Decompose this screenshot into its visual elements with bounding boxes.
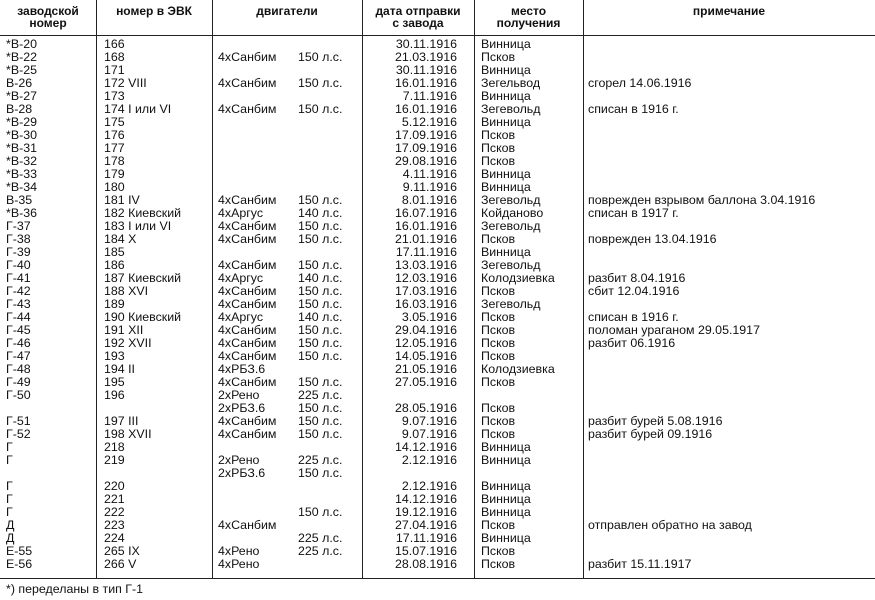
cell-destination: Псков — [481, 141, 516, 155]
cell-engines: 4хРено — [218, 544, 260, 558]
cell-evk-number: 174 I или VI — [104, 102, 172, 116]
cell-zavod-number: Г-39 — [6, 245, 31, 259]
cell-power: 150 л.с. — [298, 466, 343, 480]
cell-zavod-number: Е-55 — [6, 544, 33, 558]
cell-evk-number: 172 VIII — [104, 76, 147, 90]
cell-ship-date: 17.11.1916 — [395, 245, 457, 259]
cell-engines: 4хСанбим — [218, 297, 277, 311]
cell-power: 140 л.с. — [298, 206, 343, 220]
cell-power: 150 л.с. — [298, 102, 343, 116]
cell-zavod-number: Г-52 — [6, 427, 31, 441]
cell-ship-date: 28.05.1916 — [394, 401, 457, 415]
cell-ship-date: 2.12.1916 — [401, 479, 457, 493]
cell-destination: Псков — [481, 323, 516, 337]
cell-evk-number: 222 — [104, 505, 125, 519]
cell-zavod-number: Г — [6, 479, 13, 493]
cell-engines: 4хРБЗ.6 — [218, 362, 266, 376]
cell-destination: Зегельвод — [481, 76, 541, 90]
cell-power: 225 л.с. — [298, 453, 343, 467]
cell-ship-date: 8.01.1916 — [401, 193, 457, 207]
cell-note: списан в 1917 г. — [588, 206, 679, 220]
cell-evk-number: 173 — [104, 89, 125, 103]
cell-note: сбит 12.04.1916 — [588, 284, 680, 298]
cell-power: 150 л.с. — [298, 401, 343, 415]
cell-engines: 2хРБЗ.6 — [218, 401, 266, 415]
cell-engines: 4хСанбим — [218, 50, 277, 64]
cell-zavod-number: Г-37 — [6, 219, 31, 233]
cell-zavod-number: *В-30 — [6, 128, 37, 142]
cell-power: 150 л.с. — [298, 414, 343, 428]
cell-evk-number: 171 — [104, 63, 125, 77]
cell-destination: Псков — [481, 336, 516, 350]
cell-evk-number: 189 — [104, 297, 125, 311]
cell-ship-date: 16.01.1916 — [394, 219, 457, 233]
cell-destination: Зегевольд — [481, 193, 541, 207]
cell-ship-date: 27.05.1916 — [394, 375, 457, 389]
cell-engines: 4хСанбим — [218, 102, 277, 116]
cell-evk-number: 188 XVI — [104, 284, 149, 298]
cell-power: 150 л.с. — [298, 232, 343, 246]
cell-zavod-number: Г-47 — [6, 349, 31, 363]
cell-zavod-number: В-28 — [6, 102, 33, 116]
cell-destination: Койданово — [481, 206, 544, 220]
cell-zavod-number: *В-36 — [6, 206, 37, 220]
cell-zavod-number: Г-43 — [6, 297, 31, 311]
cell-engines: 4хАргус — [218, 206, 264, 220]
cell-engines: 4хСанбим — [218, 323, 277, 337]
cell-evk-number: 198 XVII — [104, 427, 152, 441]
cell-note: разбит 06.1916 — [588, 336, 676, 350]
cell-ship-date: 21.05.1916 — [394, 362, 457, 376]
cell-evk-number: 196 — [104, 388, 125, 402]
cell-zavod-number: *В-25 — [6, 63, 37, 77]
cell-destination: Псков — [481, 50, 516, 64]
cell-destination: Винница — [481, 89, 531, 103]
cell-evk-number: 218 — [104, 440, 125, 454]
cell-ship-date: 19.12.1916 — [394, 505, 457, 519]
table-row — [0, 558, 875, 571]
cell-evk-number: 166 — [104, 37, 125, 51]
cell-ship-date: 16.07.1916 — [394, 206, 457, 220]
cell-evk-number: 187 Киевский — [104, 271, 182, 285]
cell-destination: Винница — [481, 115, 531, 129]
cell-engines: 4хСанбим — [218, 414, 277, 428]
cell-zavod-number: Г — [6, 440, 13, 454]
cell-destination: Винница — [481, 453, 531, 467]
cell-zavod-number: Г-48 — [6, 362, 31, 376]
cell-zavod-number: Г — [6, 505, 13, 519]
cell-ship-date: 9.07.1916 — [401, 414, 457, 428]
cell-engines: 4хСанбим — [218, 336, 277, 350]
cell-zavod-number: Г — [6, 453, 13, 467]
header-zavod: заводской номер — [17, 4, 79, 30]
cell-ship-date: 17.09.1916 — [394, 141, 457, 155]
cell-ship-date: 29.08.1916 — [394, 154, 457, 168]
cell-ship-date: 9.07.1916 — [401, 427, 457, 441]
cell-evk-number: 193 — [104, 349, 125, 363]
cell-evk-number: 266 V — [104, 557, 137, 571]
cell-evk-number: 175 — [104, 115, 125, 129]
cell-zavod-number: Г-51 — [6, 414, 31, 428]
cell-evk-number: 182 Киевский — [104, 206, 182, 220]
cell-zavod-number: Е-56 — [6, 557, 33, 571]
cell-destination: Винница — [481, 531, 531, 545]
header-note: примечание — [692, 4, 766, 18]
cell-destination: Псков — [481, 518, 516, 532]
cell-ship-date: 30.11.1916 — [395, 37, 457, 51]
cell-power: 150 л.с. — [298, 323, 343, 337]
cell-power: 150 л.с. — [298, 375, 343, 389]
cell-destination: Псков — [481, 154, 516, 168]
cell-destination: Псков — [481, 544, 516, 558]
cell-zavod-number: Г-42 — [6, 284, 31, 298]
cell-zavod-number: Д — [6, 531, 15, 545]
cell-destination: Псков — [481, 557, 516, 571]
cell-ship-date: 30.11.1916 — [395, 63, 457, 77]
cell-zavod-number: Г-40 — [6, 258, 31, 272]
cell-ship-date: 17.09.1916 — [394, 128, 457, 142]
cell-destination: Псков — [481, 310, 516, 324]
cell-engines: 4хАргус — [218, 271, 264, 285]
cell-evk-number: 176 — [104, 128, 125, 142]
cell-ship-date: 12.03.1916 — [394, 271, 457, 285]
cell-zavod-number: Г-44 — [6, 310, 31, 324]
cell-zavod-number: *В-31 — [6, 141, 37, 155]
cell-evk-number: 192 XVII — [104, 336, 152, 350]
cell-evk-number: 190 Киевский — [104, 310, 182, 324]
cell-zavod-number: *В-29 — [6, 115, 37, 129]
cell-power: 150 л.с. — [298, 336, 343, 350]
cell-ship-date: 7.11.1916 — [402, 89, 457, 103]
cell-evk-number: 183 I или VI — [104, 219, 172, 233]
cell-zavod-number: *В-33 — [6, 167, 37, 181]
cell-power: 150 л.с. — [298, 284, 343, 298]
cell-note: разбит бурей 5.08.1916 — [588, 414, 723, 428]
cell-destination: Винница — [481, 167, 531, 181]
cell-note: разбит бурей 09.1916 — [588, 427, 713, 441]
cell-ship-date: 2.12.1916 — [401, 453, 457, 467]
cell-zavod-number: *В-27 — [6, 89, 37, 103]
cell-zavod-number: Г-45 — [6, 323, 31, 337]
cell-engines: 4хСанбим — [218, 193, 277, 207]
cell-power: 225 л.с. — [298, 544, 343, 558]
cell-destination: Псков — [481, 375, 516, 389]
cell-destination: Винница — [481, 440, 531, 454]
cell-destination: Винница — [481, 63, 531, 77]
cell-note: разбит 8.04.1916 — [588, 271, 686, 285]
cell-destination: Винница — [481, 37, 531, 51]
cell-evk-number: 197 III — [104, 414, 139, 428]
cell-engines: 2хРено — [218, 388, 260, 402]
cell-destination: Винница — [481, 245, 531, 259]
cell-note: поломан ураганом 29.05.1917 — [588, 323, 760, 337]
cell-note: разбит 15.11.1917 — [588, 557, 692, 571]
cell-note: поврежден 13.04.1916 — [588, 232, 717, 246]
cell-zavod-number: *В-22 — [6, 50, 37, 64]
cell-power: 150 л.с. — [298, 219, 343, 233]
cell-power: 150 л.с. — [298, 76, 343, 90]
cell-evk-number: 179 — [104, 167, 125, 181]
cell-ship-date: 29.04.1916 — [394, 323, 457, 337]
cell-zavod-number: В-35 — [6, 193, 33, 207]
cell-ship-date: 14.05.1916 — [394, 349, 457, 363]
cell-zavod-number: *В-34 — [6, 180, 37, 194]
cell-ship-date: 28.08.1916 — [394, 557, 457, 571]
cell-evk-number: 194 II — [104, 362, 136, 376]
cell-note: сгорел 14.06.1916 — [588, 76, 692, 90]
cell-ship-date: 17.11.1916 — [395, 531, 457, 545]
cell-evk-number: 221 — [104, 492, 125, 506]
cell-engines: 4хСанбим — [218, 258, 277, 272]
cell-ship-date: 9.11.1916 — [402, 180, 457, 194]
cell-ship-date: 16.01.1916 — [394, 76, 457, 90]
cell-destination: Зегевольд — [481, 297, 541, 311]
cell-evk-number: 180 — [104, 180, 125, 194]
cell-power: 140 л.с. — [298, 310, 343, 324]
cell-ship-date: 14.12.1916 — [394, 440, 457, 454]
cell-destination: Колодзиевка — [481, 362, 555, 376]
cell-evk-number: 223 — [104, 518, 125, 532]
cell-power: 150 л.с. — [298, 505, 343, 519]
cell-evk-number: 186 — [104, 258, 125, 272]
cell-ship-date: 27.04.1916 — [394, 518, 457, 532]
cell-destination: Винница — [481, 479, 531, 493]
cell-evk-number: 184 X — [104, 232, 137, 246]
cell-ship-date: 16.01.1916 — [394, 102, 457, 116]
table-row — [0, 454, 875, 467]
cell-ship-date: 14.12.1916 — [394, 492, 457, 506]
cell-power: 225 л.с. — [298, 388, 343, 402]
cell-destination: Псков — [481, 414, 516, 428]
footnote: *) переделаны в тип Г-1 — [6, 582, 144, 596]
cell-ship-date: 21.01.1916 — [394, 232, 457, 246]
cell-destination: Псков — [481, 427, 516, 441]
cell-evk-number: 219 — [104, 453, 125, 467]
cell-zavod-number: Д — [6, 518, 15, 532]
cell-ship-date: 3.05.1916 — [401, 310, 457, 324]
cell-evk-number: 195 — [104, 375, 125, 389]
header-evk: номер в ЭВК — [116, 4, 192, 18]
cell-destination: Псков — [481, 401, 516, 415]
cell-note: отправлен обратно на завод — [588, 518, 752, 532]
cell-destination: Винница — [481, 180, 531, 194]
header-separator — [0, 35, 875, 36]
cell-power: 150 л.с. — [298, 193, 343, 207]
cell-ship-date: 17.03.1916 — [394, 284, 457, 298]
cell-evk-number: 224 — [104, 531, 125, 545]
cell-evk-number: 178 — [104, 154, 125, 168]
cell-power: 150 л.с. — [298, 427, 343, 441]
header-date: дата отправки с завода — [375, 4, 461, 30]
cell-engines: 4хСанбим — [218, 232, 277, 246]
cell-zavod-number: *В-32 — [6, 154, 37, 168]
cell-destination: Зегевольд — [481, 258, 541, 272]
cell-destination: Псков — [481, 349, 516, 363]
cell-engines: 4хСанбим — [218, 518, 277, 532]
cell-engines: 4хСанбим — [218, 349, 277, 363]
cell-destination: Винница — [481, 505, 531, 519]
cell-zavod-number: Г-46 — [6, 336, 31, 350]
cell-power: 150 л.с. — [298, 349, 343, 363]
cell-destination: Псков — [481, 284, 516, 298]
cell-ship-date: 21.03.1916 — [394, 50, 457, 64]
cell-evk-number: 191 XII — [104, 323, 144, 337]
cell-ship-date: 13.03.1916 — [394, 258, 457, 272]
cell-ship-date: 15.07.1916 — [394, 544, 457, 558]
cell-destination: Зегевольд — [481, 219, 541, 233]
cell-engines: 4хАргус — [218, 310, 264, 324]
cell-zavod-number: Г-38 — [6, 232, 31, 246]
cell-ship-date: 12.05.1916 — [394, 336, 457, 350]
cell-destination: Колодзиевка — [481, 271, 555, 285]
cell-power: 150 л.с. — [298, 297, 343, 311]
cell-engines: 4хСанбим — [218, 219, 277, 233]
cell-engines: 2хРено — [218, 453, 260, 467]
cell-power: 225 л.с. — [298, 531, 343, 545]
cell-zavod-number: Г-50 — [6, 388, 31, 402]
cell-evk-number: 265 IX — [104, 544, 140, 558]
cell-evk-number: 185 — [104, 245, 125, 259]
cell-power: 140 л.с. — [298, 271, 343, 285]
table-row — [0, 376, 875, 389]
cell-destination: Зегевольд — [481, 102, 541, 116]
cell-ship-date: 5.12.1916 — [401, 115, 457, 129]
cell-zavod-number: Г-41 — [6, 271, 31, 285]
cell-ship-date: 16.03.1916 — [394, 297, 457, 311]
header-place: место получения — [496, 4, 561, 30]
cell-power: 150 л.с. — [298, 50, 343, 64]
cell-note: списан в 1916 г. — [588, 310, 679, 324]
cell-engines: 4хСанбим — [218, 427, 277, 441]
header-engines: двигатели — [256, 4, 318, 18]
cell-zavod-number: Г — [6, 492, 13, 506]
cell-destination: Винница — [481, 492, 531, 506]
cell-note: списан в 1916 г. — [588, 102, 679, 116]
cell-ship-date: 4.11.1916 — [402, 167, 457, 181]
cell-zavod-number: *В-20 — [6, 37, 37, 51]
cell-evk-number: 177 — [104, 141, 125, 155]
cell-note: поврежден взрывом баллона 3.04.1916 — [588, 193, 816, 207]
cell-destination: Псков — [481, 232, 516, 246]
cell-evk-number: 168 — [104, 50, 125, 64]
table-bottom-border — [0, 578, 875, 579]
cell-evk-number: 220 — [104, 479, 125, 493]
cell-zavod-number: Г-49 — [6, 375, 31, 389]
cell-engines: 4хСанбим — [218, 284, 277, 298]
cell-evk-number: 181 IV — [104, 193, 140, 207]
cell-engines: 2хРБЗ.6 — [218, 466, 266, 480]
cell-engines: 4хСанбим — [218, 76, 277, 90]
cell-power: 150 л.с. — [298, 258, 343, 272]
cell-zavod-number: В-26 — [6, 76, 33, 90]
cell-engines: 4хСанбим — [218, 375, 277, 389]
cell-destination: Псков — [481, 128, 516, 142]
cell-engines: 4хРено — [218, 557, 260, 571]
